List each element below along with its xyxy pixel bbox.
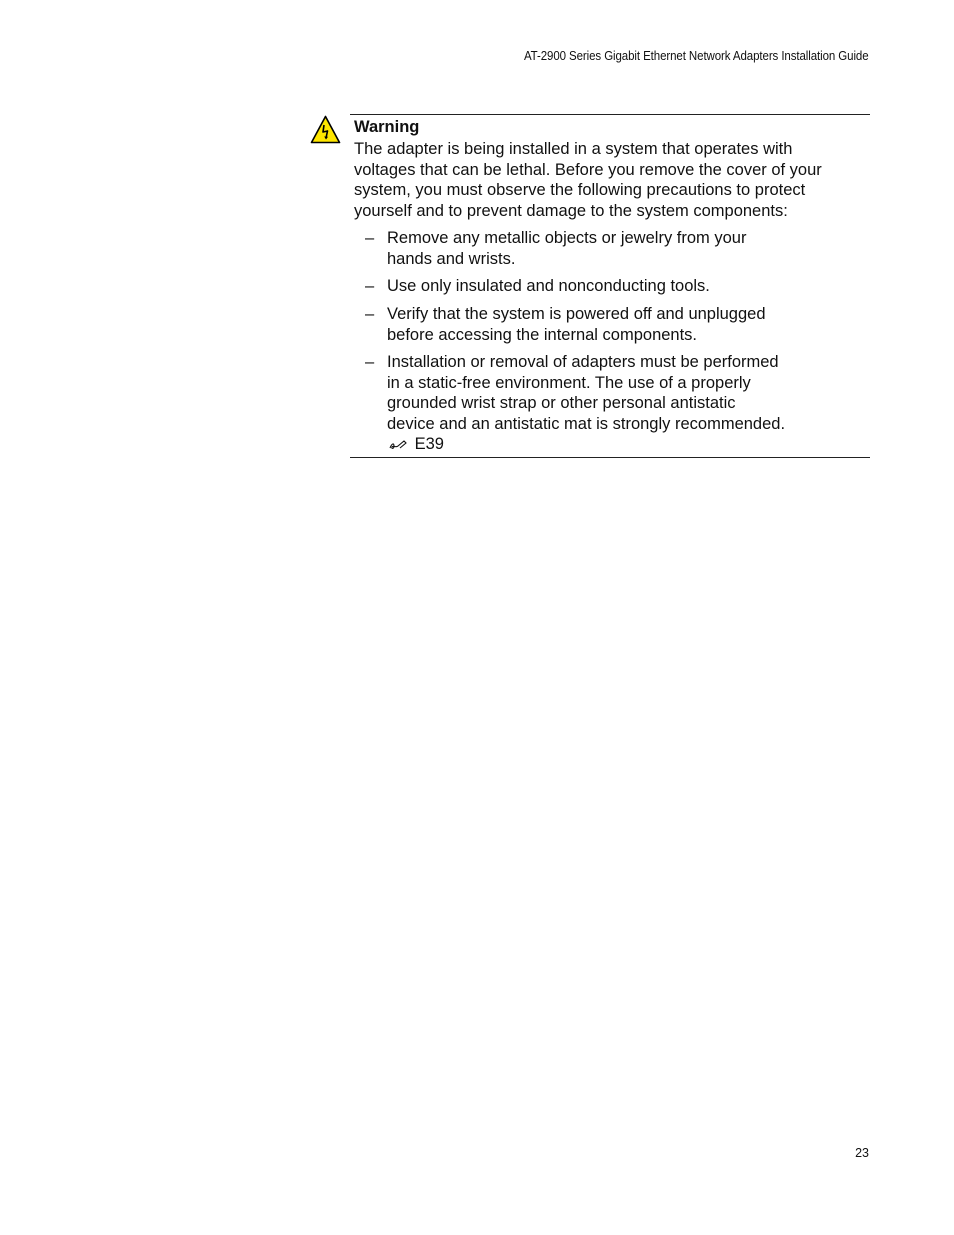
precaution-item-1 [365,228,805,269]
warning-bottom-rule [350,457,870,458]
running-header: AT-2900 Series Gigabit Ethernet Network Adapters Installation Guide [524,49,869,63]
warning-body: The adapter is being installed in a system that operates with voltages that can be lethal. Before you remove the cover of your system, you must observe the following precautions to protect yourself and to prevent damage to the system components: [354,140,822,220]
precaution-text: Installation or removal of adapters must be performed in a static-free environment. The use of a properly grounded wrist strap or other personal antistatic device and an antistatic mat is strongly recommended. [387,353,786,433]
warning-code: E39 [414,435,444,453]
precaution-item-4 [365,352,805,455]
dash-bullet: – [365,277,375,295]
dash-bullet: – [365,305,375,323]
dash-bullet: – [365,353,375,371]
warning-title: Warning [354,118,420,136]
electrical-hazard-warning-icon [310,115,341,144]
precaution-item-3 [365,304,805,345]
precaution-text: Use only insulated and nonconducting tools. [387,277,710,295]
warning-top-rule [350,114,870,115]
precaution-item-2 [365,276,805,297]
pen-icon [389,439,409,451]
page-number: 23 [855,1146,869,1160]
dash-bullet: – [365,229,375,247]
precaution-text: Verify that the system is powered off and unplugged before accessing the internal components. [387,305,766,344]
precaution-text: Remove any metallic objects or jewelry from your hands and wrists. [387,229,747,268]
